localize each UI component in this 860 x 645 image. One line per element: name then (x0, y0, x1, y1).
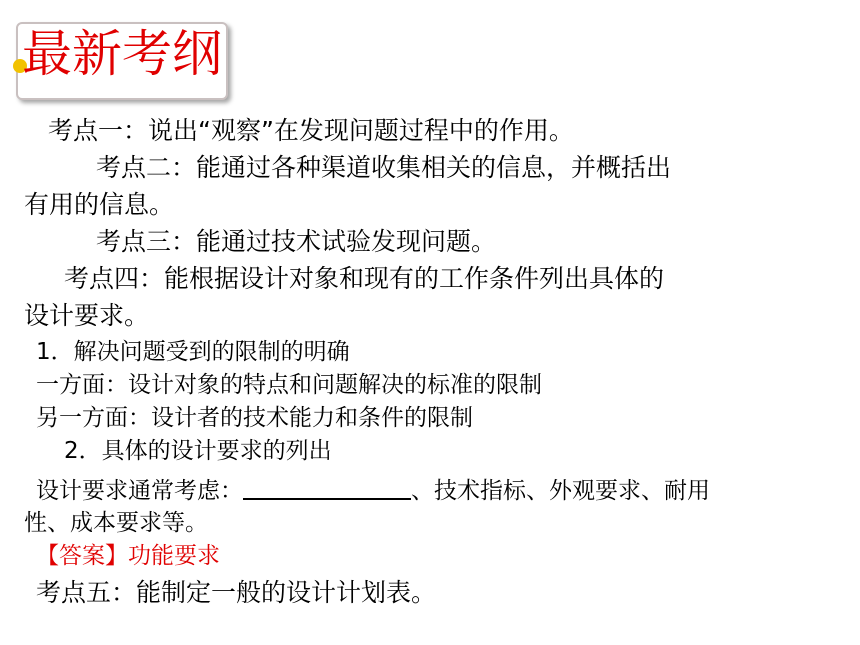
text-line-3: 有用的信息。 (24, 190, 175, 219)
text-line-10: 2．具体的设计要求的列出 (64, 438, 332, 464)
text-line-7: 1．解决问题受到的限制的明确 (36, 339, 350, 365)
text-line-12: 性、成本要求等。 (24, 510, 208, 536)
text-line-6: 设计要求。 (24, 301, 150, 330)
text-line-1: 考点一：说出“观察”在发现问题过程中的作用。 (48, 116, 574, 145)
page-title: 最新考纲 (22, 25, 222, 83)
text-line-2: 考点二：能通过各种渠道收集相关的信息，并概括出 (96, 153, 672, 182)
answer-blank (243, 476, 411, 500)
text-line-8: 一方面：设计对象的特点和问题解决的标准的限制 (36, 372, 542, 398)
text-line-11 (36, 476, 710, 505)
answer-text: 【答案】功能要求 (36, 543, 220, 569)
text-line-5: 考点四：能根据设计对象和现有的工作条件列出具体的 (64, 264, 665, 293)
text-line-4: 考点三：能通过技术试验发现问题。 (96, 227, 497, 256)
text-line-11-suffix: 、技术指标、外观要求、耐用 (411, 478, 710, 504)
text-line-11-prefix: 设计要求通常考虑： (36, 478, 243, 504)
text-line-9: 另一方面：设计者的技术能力和条件的限制 (36, 405, 473, 431)
text-line-14: 考点五：能制定一般的设计计划表。 (36, 578, 437, 607)
